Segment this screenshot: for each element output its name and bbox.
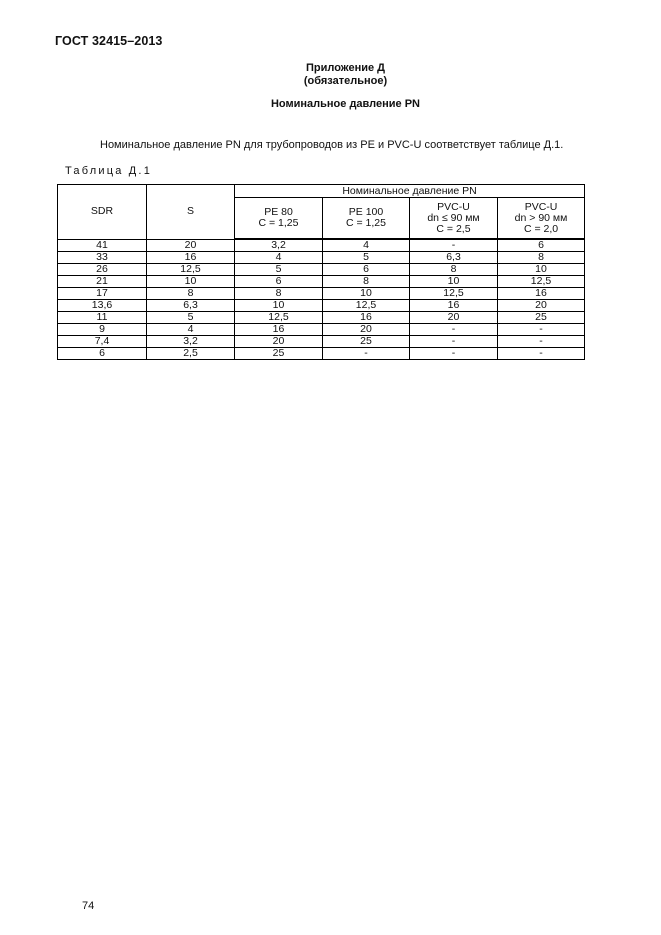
cell-sdr: 41 [58, 239, 147, 252]
table-row [58, 312, 585, 324]
table-row [58, 239, 585, 252]
cell-pvcu-small: 16 [410, 300, 498, 312]
appendix-status: (обязательное) [303, 75, 388, 87]
cell-pe80: 20 [235, 336, 323, 348]
cell-pe100: 5 [323, 252, 410, 264]
cell-pvcu-large: - [498, 336, 585, 348]
header-pe100-material: PE 100 [348, 206, 384, 218]
header-pn-group: Номинальное давление PN [235, 185, 585, 198]
cell-s: 16 [147, 252, 235, 264]
cell-pvcu-small: 10 [410, 276, 498, 288]
cell-sdr: 33 [58, 252, 147, 264]
cell-pe80: 12,5 [235, 312, 323, 324]
header-pe100-coefficient: C = 1,25 [346, 217, 386, 229]
table-row [58, 348, 585, 360]
header-pe80-coefficient: C = 1,25 [258, 217, 299, 229]
header-pvcu-large-material: PVC-U [524, 200, 558, 213]
cell-pe80: 3,2 [235, 239, 323, 252]
table-caption: Таблица Д.1 [65, 165, 153, 177]
cell-pvcu-small: - [410, 348, 498, 360]
table-row [58, 264, 585, 276]
cell-pe80: 10 [235, 300, 323, 312]
header-pvcu-large-diameter: dn > 90 мм [514, 211, 568, 224]
header-pvcu-small-coefficient: C = 2,5 [436, 222, 471, 235]
cell-pvcu-small: 12,5 [410, 288, 498, 300]
cell-pe80: 16 [235, 324, 323, 336]
table-row [58, 288, 585, 300]
appendix-title: Приложение Д [306, 62, 385, 74]
cell-sdr: 21 [58, 276, 147, 288]
cell-sdr: 26 [58, 264, 147, 276]
cell-s: 4 [147, 324, 235, 336]
header-pe80-material: PE 80 [264, 206, 293, 218]
table-row [58, 276, 585, 288]
page-number: 74 [82, 900, 95, 912]
cell-pvcu-small: - [410, 324, 498, 336]
section-title: Номинальное давление PN [270, 98, 420, 110]
cell-s: 2,5 [147, 348, 235, 360]
header-s: S [147, 185, 235, 240]
cell-pe100: 12,5 [323, 300, 410, 312]
cell-sdr: 9 [58, 324, 147, 336]
cell-s: 20 [147, 239, 235, 252]
cell-pe100: 20 [323, 324, 410, 336]
cell-pvcu-large: 25 [498, 312, 585, 324]
header-pvcu-small-diameter: dn ≤ 90 мм [427, 211, 480, 224]
cell-pvcu-small: 6,3 [410, 252, 498, 264]
header-pvcu-large [498, 198, 585, 240]
cell-s: 6,3 [147, 300, 235, 312]
table-row [58, 252, 585, 264]
cell-pvcu-large: 10 [498, 264, 585, 276]
cell-sdr: 17 [58, 288, 147, 300]
nominal-pressure-table [57, 184, 585, 360]
cell-pe100: - [323, 348, 410, 360]
cell-s: 8 [147, 288, 235, 300]
cell-pe100: 25 [323, 336, 410, 348]
cell-pvcu-large: 20 [498, 300, 585, 312]
cell-pe80: 5 [235, 264, 323, 276]
cell-pvcu-large: 12,5 [498, 276, 585, 288]
header-pvcu-large-coefficient: C = 2,0 [523, 222, 559, 235]
cell-pe80: 6 [235, 276, 323, 288]
table-row [58, 336, 585, 348]
cell-sdr: 6 [58, 348, 147, 360]
header-pe100 [323, 198, 410, 240]
header-pvcu-small-material: PVC-U [437, 200, 470, 213]
cell-s: 5 [147, 312, 235, 324]
intro-paragraph: Номинальное давление PN для трубопроводов из PE и PVC-U соответствует таблице Д.1. [100, 139, 564, 151]
cell-s: 10 [147, 276, 235, 288]
cell-pvcu-small: 8 [410, 264, 498, 276]
document-standard-header: ГОСТ 32415–2013 [55, 34, 163, 48]
cell-pe80: 4 [235, 252, 323, 264]
cell-pvcu-large: 16 [498, 288, 585, 300]
cell-pe100: 6 [323, 264, 410, 276]
header-pvcu-small [410, 198, 498, 240]
cell-pe100: 4 [323, 239, 410, 252]
header-pe80 [235, 198, 323, 240]
cell-sdr: 13,6 [58, 300, 147, 312]
appendix-heading [0, 62, 661, 88]
cell-pe80: 25 [235, 348, 323, 360]
cell-pe80: 8 [235, 288, 323, 300]
cell-pvcu-small: - [410, 239, 498, 252]
header-sdr: SDR [58, 185, 147, 240]
cell-pvcu-large: - [498, 348, 585, 360]
table-row [58, 300, 585, 312]
cell-pe100: 16 [323, 312, 410, 324]
cell-s: 12,5 [147, 264, 235, 276]
cell-sdr: 7,4 [58, 336, 147, 348]
cell-s: 3,2 [147, 336, 235, 348]
cell-pe100: 10 [323, 288, 410, 300]
cell-pe100: 8 [323, 276, 410, 288]
table-row [58, 324, 585, 336]
cell-pvcu-large: 6 [498, 239, 585, 252]
cell-pvcu-large: 8 [498, 252, 585, 264]
cell-pvcu-large: - [498, 324, 585, 336]
cell-pvcu-small: 20 [410, 312, 498, 324]
cell-sdr: 11 [58, 312, 147, 324]
cell-pvcu-small: - [410, 336, 498, 348]
